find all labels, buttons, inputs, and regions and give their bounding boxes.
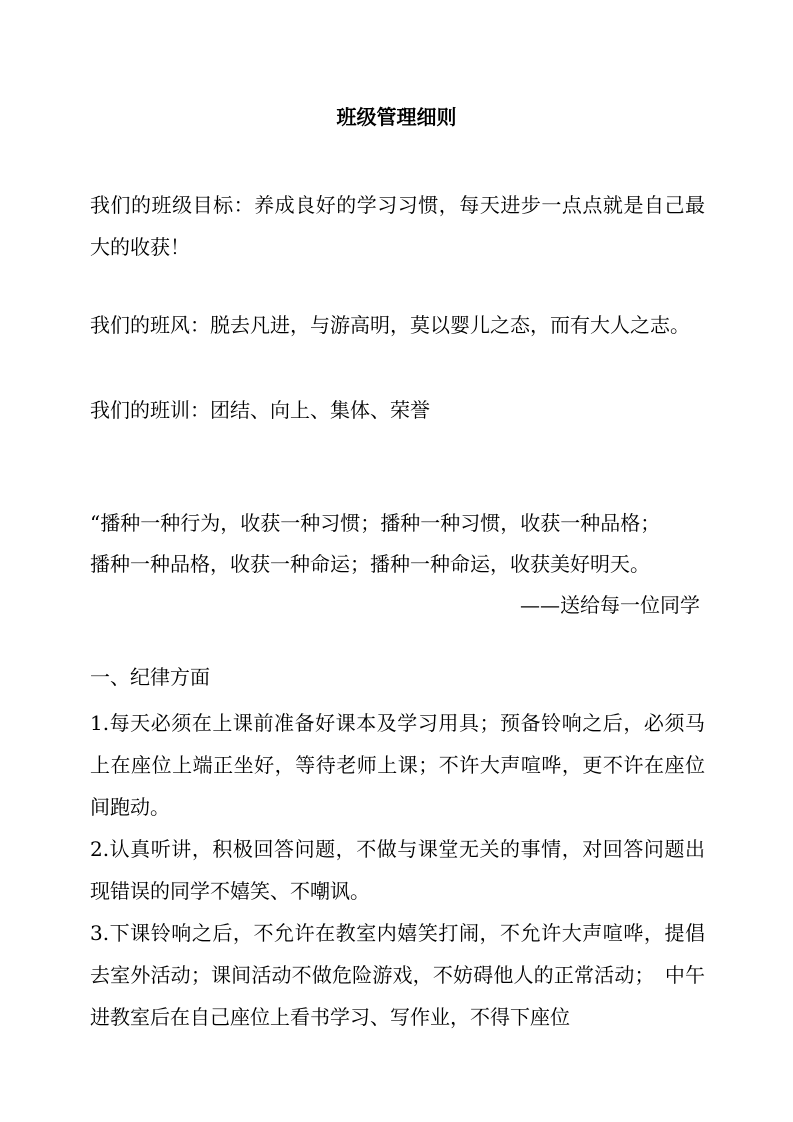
class-goal-paragraph: 我们的班级目标：养成良好的学习习惯，每天进步一点点就是自己最大的收获！ (90, 193, 705, 259)
class-style-paragraph: 我们的班风：脱去凡进，与游高明，莫以婴儿之态，而有大人之志。 (90, 313, 690, 337)
quote-line-1: “播种一种行为，收获一种习惯；播种一种习惯，收获一种品格； (90, 511, 661, 535)
document-title: 班级管理细则 (336, 105, 457, 129)
section-heading: 一、纪律方面 (90, 665, 210, 689)
rule-item-1: 1.每天必须在上课前准备好课本及学习用具；预备铃响之后，必须马上在座位上端正坐好，等待老师上课；不许大声喧哗，更不许在座位间跑动。 (90, 711, 705, 819)
quote-signature: ——送给每一位同学 (520, 593, 700, 617)
class-motto-paragraph: 我们的班训：团结、向上、集体、荣誉 (90, 398, 430, 422)
rule-item-2: 2.认真听讲，积极回答问题，不做与课堂无关的事情，对回答问题出现错误的同学不嬉笑、不嘲讽。 (90, 837, 705, 903)
rule-item-3: 3.下课铃响之后，不允许在教室内嬉笑打闹，不允许大声喧哗，提倡去室外活动；课间活动不做危险游戏，不妨碍他人的正常活动； 中午进教室后在自己座位上看书学习、写作业，不得下座位 (90, 921, 705, 1029)
quote-line-2: 播种一种品格，收获一种命运；播种一种命运，收获美好明天。 (90, 552, 650, 576)
